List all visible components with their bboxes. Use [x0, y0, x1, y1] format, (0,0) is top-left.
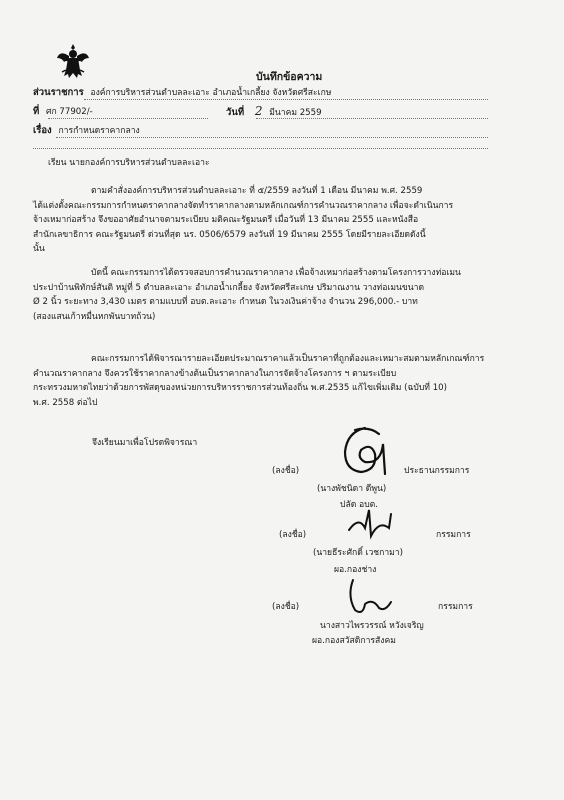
signer-role-1: ประธานกรรมการ — [404, 466, 470, 476]
p2-line: (สองแสนเก้าหมื่นหกพันบาทถ้วน) — [33, 311, 156, 322]
paragraph-order — [33, 184, 508, 257]
p1-line: ตามคำสั่งองค์การบริหารส่วนตำบลละเอาะ ที่ ๕/2559 ลงวันที่ 1 เดือน มีนาคม พ.ศ. 2559 — [91, 186, 423, 196]
sign-label-3: (ลงชื่อ) — [272, 602, 300, 612]
closing-text: จึงเรียนมาเพื่อโปรดพิจารณา — [92, 438, 198, 448]
date-day-handwritten: 2 — [254, 104, 263, 118]
p1-line: ได้แต่งตั้งคณะกรรมการกำหนดราคากลางจัดทำราคากลางตามหลักเกณฑ์การคำนวณราคากลาง เพื่อจะดำเนินการ — [33, 200, 454, 211]
p2-line: บัดนี้ คณะกรรมการได้ตรวจสอบการคำนวณราคากลาง เพื่อจ้างเหมาก่อสร้างตามโครงการวางท่อเมน — [91, 268, 461, 278]
p2-line: ประปาบ้านพิทักษ์สันติ หมู่ที่ 5 ตำบลละเอาะ อำเภอน้ำเกลี้ยง จังหวัดศรีสะเกษ ปริมาณงาน วางท่อเมนขนาด — [33, 282, 425, 293]
salutation: เรียน นายกองค์การบริหารส่วนตำบลละเอาะ — [48, 158, 210, 168]
sign-label-1: (ลงชื่อ) — [272, 466, 300, 476]
subject-label: เรื่อง — [33, 125, 52, 136]
date-label: วันที่ — [226, 107, 245, 118]
p3-line: กระทรวงมหาดไทยว่าด้วยการพัสดุของหน่วยการบริหารราชการส่วนท้องถิ่น พ.ศ.2535 แก้ไขเพิ่มเติม (ฉบับที่ 10) — [33, 383, 447, 394]
p1-line: สำนักเลขาธิการ คณะรัฐมนตรี ด่วนที่สุด นร. 0506/6579 ลงวันที่ 19 มีนาคม 2555 โดยมีรายละเอียดดังนี้ — [33, 229, 426, 240]
paragraph-inspection — [33, 266, 508, 324]
ref-dotted-line — [48, 118, 208, 119]
signer-role-3: กรรมการ — [438, 602, 473, 612]
signer-role-2: กรรมการ — [436, 530, 471, 540]
garuda-emblem-icon — [56, 42, 90, 80]
signer-position-3: ผอ.กองสวัสดิการสังคม — [312, 636, 396, 646]
agency-value: องค์การบริหารส่วนตำบลละเอาะ อำเภอน้ำเกลี้ยง จังหวัดศรีสะเกษ — [90, 88, 332, 98]
handwritten-signature-2 — [345, 506, 395, 542]
memo-title: บันทึกข้อความ — [256, 71, 323, 83]
agency-row — [33, 87, 331, 99]
ref-value: ศก 77902/- — [46, 107, 93, 117]
handwritten-signature-1 — [335, 424, 395, 484]
ref-label: ที่ — [33, 106, 40, 117]
p3-line: คำนวณราคากลาง จึงควรใช้ราคากลางข้างต้นเป็นราคากลางในการจัดจ้างโครงการ ฯ ตามระเบียบ — [33, 368, 397, 379]
handwritten-signature-3 — [343, 576, 399, 620]
signer-position-2: ผอ.กองช่าง — [334, 565, 377, 575]
p1-line: จ้างเหมาก่อสร้าง จึงขออาศัยอำนาจตามระเบียบ มติคณะรัฐมนตรี เมื่อวันที่ 13 มีนาคม 2555 และหนังสือ — [33, 215, 419, 226]
date-dotted-line — [256, 118, 488, 119]
sign-label-2: (ลงชื่อ) — [279, 530, 307, 540]
subject-value: การกำหนดราคากลาง — [58, 126, 140, 136]
paragraph-consideration — [33, 352, 508, 410]
signer-name-1: (นางพัชนิดา ดีพูน) — [317, 484, 387, 494]
signer-name-3: นางสาวไพรวรรณ์ หวังเจริญ — [320, 621, 424, 631]
p2-line: Ø 2 นิ้ว ระยะทาง 3,430 เมตร ตามแบบที่ อบต.ละเอาะ กำหนด ในวงเงินค่าจ้าง จำนวน 296,000.- บาท — [33, 297, 418, 308]
signer-name-2: (นายธีระศักดิ์ เวชกามา) — [313, 548, 404, 558]
ref-row — [33, 106, 93, 118]
subject-row — [33, 125, 140, 137]
p1-line: นั้น — [33, 244, 45, 255]
signer-position-1: ปลัด อบต. — [340, 500, 378, 510]
separator-dotted-line — [33, 148, 488, 149]
agency-label: ส่วนราชการ — [33, 87, 84, 98]
subject-dotted-line — [56, 137, 488, 138]
date-value: มีนาคม 2559 — [269, 108, 322, 118]
agency-dotted-line — [84, 99, 488, 100]
p3-line: คณะกรรมการได้พิจารณารายละเอียดประมาณราคาแล้วเป็นราคาที่ถูกต้องและเหมาะสมตามหลักเกณฑ์การ — [91, 354, 485, 364]
p3-line: พ.ศ. 2558 ต่อไป — [33, 397, 98, 408]
